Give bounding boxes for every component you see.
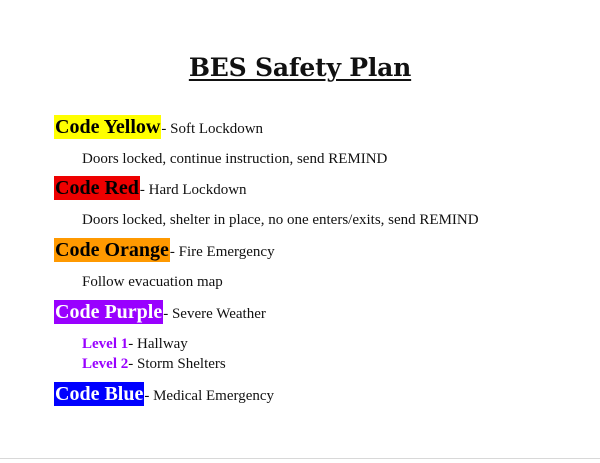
code-red-label: Code Red [55, 177, 139, 199]
code-red-line [54, 176, 247, 202]
code-orange-label: Code Orange [55, 239, 169, 261]
level-2-text: - Storm Shelters [128, 356, 226, 372]
code-purple-level-1 [82, 334, 188, 354]
code-blue-line [54, 382, 274, 408]
code-yellow-label: Code Yellow [55, 116, 161, 138]
level-1-text: - Hallway [128, 336, 188, 352]
code-orange-detail: Follow evacuation map [82, 274, 223, 290]
code-purple-level-2 [82, 354, 226, 374]
code-red-detail: Doors locked, shelter in place, no one enters/exits, send REMIND [82, 212, 479, 228]
code-yellow-detail: Doors locked, continue instruction, send REMIND [82, 151, 388, 167]
code-purple-label: Code Purple [55, 301, 163, 323]
code-yellow-description: - Soft Lockdown [161, 121, 264, 137]
code-orange-line [54, 238, 275, 264]
page-title: BES Safety Plan [188, 53, 412, 82]
level-1-label: Level 1 [82, 336, 129, 352]
code-red-description: - Hard Lockdown [139, 182, 247, 198]
slide-bottom-border [0, 458, 600, 459]
level-2-label: Level 2 [82, 356, 129, 372]
code-blue-label: Code Blue [55, 383, 144, 405]
code-purple-description: - Severe Weather [163, 306, 266, 322]
code-blue-description: - Medical Emergency [144, 388, 275, 404]
code-yellow-line [54, 115, 263, 141]
code-purple-line [54, 300, 266, 326]
code-orange-description: - Fire Emergency [169, 244, 275, 260]
